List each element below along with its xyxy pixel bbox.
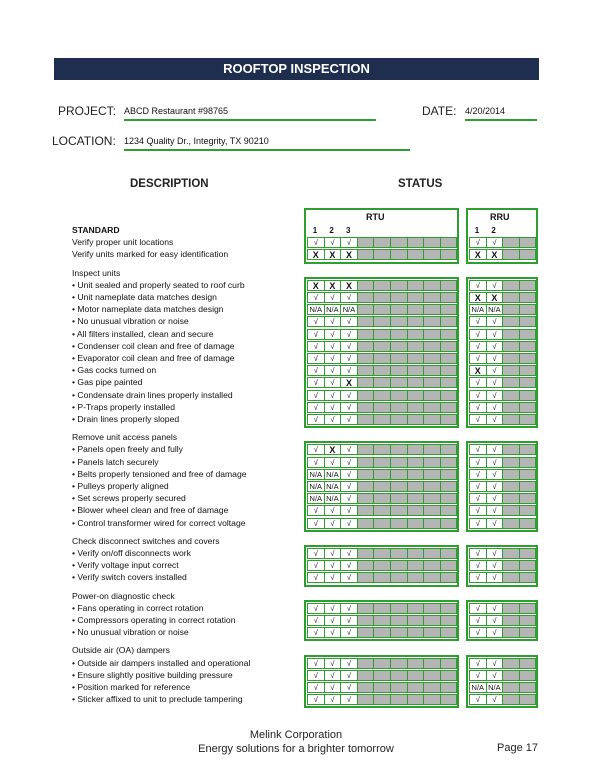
rtu-cell: √: [307, 353, 325, 364]
rtu-status-box: [304, 208, 459, 264]
rru-cell: √: [486, 329, 504, 340]
rtu-cell: √: [324, 341, 342, 352]
rtu-cell: √: [340, 353, 358, 364]
location-label: LOCATION:: [52, 134, 116, 148]
rtu-cell: √: [307, 682, 325, 693]
rru-cell: √: [469, 603, 487, 614]
rru-cell: √: [469, 670, 487, 681]
section-title: Check disconnect switches and covers: [72, 535, 220, 546]
rtu-cell: √: [307, 670, 325, 681]
rru-cell: √: [469, 518, 487, 529]
rru-cell: √: [486, 572, 504, 583]
row-label: Verify proper unit locations: [72, 237, 174, 248]
rtu-cell: √: [307, 365, 325, 376]
rtu-cell: √: [340, 365, 358, 376]
rtu-cell: √: [324, 560, 342, 571]
rru-cell: √: [486, 493, 504, 504]
rru-cell: X: [469, 365, 487, 376]
rtu-cell: X: [324, 444, 342, 455]
rru-cell: X: [486, 292, 504, 303]
rru-cell: √: [486, 658, 504, 669]
rtu-cell: √: [307, 658, 325, 669]
rtu-cell: √: [324, 457, 342, 468]
rtu-cell: N/A: [340, 304, 358, 315]
rtu-cell: √: [340, 505, 358, 516]
page-number: Page 17: [497, 742, 538, 754]
section-title: STANDARD: [72, 225, 120, 235]
rtu-cell: √: [340, 560, 358, 571]
rru-status-box: [466, 655, 538, 709]
rtu-cell: √: [340, 518, 358, 529]
rtu-cell: √: [307, 292, 325, 303]
rtu-cell: √: [307, 548, 325, 559]
rru-cell: N/A: [469, 682, 487, 693]
rru-unit-number: 2: [491, 226, 496, 235]
rru-cell: √: [486, 341, 504, 352]
row-label: • Blower wheel clean and free of damage: [72, 505, 229, 516]
row-label: • Control transformer wired for correct voltage: [72, 517, 246, 528]
rru-cell: √: [469, 658, 487, 669]
rru-cell: √: [469, 390, 487, 401]
rtu-cell: X: [340, 377, 358, 388]
rtu-cell: √: [324, 237, 342, 248]
rru-cell: √: [469, 481, 487, 492]
rtu-cell: √: [324, 329, 342, 340]
rtu-cell: √: [324, 548, 342, 559]
rtu-cell: √: [340, 481, 358, 492]
row-label: • Verify switch covers installed: [72, 572, 187, 583]
date-label: DATE:: [422, 104, 457, 118]
rtu-cell: N/A: [307, 493, 325, 504]
rtu-unit-number: 3: [345, 226, 351, 235]
rru-cell: √: [486, 469, 504, 480]
row-label: • Panels latch securely: [72, 456, 159, 467]
rru-cell: X: [469, 249, 487, 260]
rtu-cell: √: [307, 627, 325, 638]
rtu-status-box: [304, 600, 459, 642]
rtu-cell: √: [340, 414, 358, 425]
row-label: • Fans operating in correct rotation: [72, 602, 204, 613]
rru-cell: √: [486, 615, 504, 626]
rru-cell: X: [486, 249, 504, 260]
rtu-unit-number: 2: [329, 226, 334, 235]
status-header: STATUS: [398, 178, 443, 190]
rtu-cell: √: [340, 548, 358, 559]
rtu-cell: N/A: [324, 304, 342, 315]
rru-cell: √: [469, 493, 487, 504]
rru-cell: √: [486, 457, 504, 468]
rtu-unit-number: 1: [312, 226, 318, 235]
rru-cell: √: [486, 481, 504, 492]
rru-cell: √: [486, 377, 504, 388]
row-label: • P-Traps properly installed: [72, 401, 175, 412]
rtu-cell: √: [307, 237, 325, 248]
row-label: • Ensure slightly positive building pressure: [72, 669, 233, 680]
rtu-cell: X: [307, 280, 325, 291]
rtu-cell: √: [324, 670, 342, 681]
rru-cell: √: [486, 402, 504, 413]
rru-cell: N/A: [486, 304, 504, 315]
rtu-cell: √: [324, 402, 342, 413]
rru-cell: √: [469, 560, 487, 571]
rtu-title: RTU: [366, 212, 385, 222]
rru-cell: √: [469, 627, 487, 638]
rtu-cell: √: [340, 329, 358, 340]
rtu-cell: N/A: [307, 304, 325, 315]
rru-cell: √: [469, 414, 487, 425]
rru-status-box: [466, 545, 538, 587]
rtu-cell: √: [307, 316, 325, 327]
rru-cell: N/A: [486, 682, 504, 693]
rru-cell: √: [469, 444, 487, 455]
rru-cell: √: [469, 377, 487, 388]
rtu-cell: √: [307, 377, 325, 388]
rru-cell: √: [486, 627, 504, 638]
date-value: 4/20/2014: [465, 106, 537, 121]
rtu-cell: X: [307, 249, 325, 260]
row-label: Verify units marked for easy identification: [72, 249, 229, 260]
rtu-cell: √: [340, 341, 358, 352]
rtu-cell: √: [324, 353, 342, 364]
row-label: • Sticker affixed to unit to preclude tampering: [72, 694, 243, 705]
rtu-cell: √: [307, 518, 325, 529]
row-label: • Outside air dampers installed and operational: [72, 657, 251, 668]
rtu-cell: X: [340, 280, 358, 291]
rtu-cell: √: [324, 658, 342, 669]
rtu-cell: √: [324, 365, 342, 376]
rru-cell: √: [469, 237, 487, 248]
rtu-cell: N/A: [324, 469, 342, 480]
rru-status-box: [466, 208, 538, 264]
section-title: Inspect units: [72, 267, 121, 278]
rtu-cell: √: [340, 694, 358, 705]
rru-cell: √: [486, 560, 504, 571]
section-title: Remove unit access panels: [72, 432, 178, 443]
rtu-cell: √: [324, 414, 342, 425]
rru-cell: √: [469, 694, 487, 705]
rru-cell: √: [486, 444, 504, 455]
rtu-cell: √: [324, 292, 342, 303]
rtu-cell: √: [324, 377, 342, 388]
rtu-cell: √: [340, 390, 358, 401]
row-label: • Unit nameplate data matches design: [72, 292, 217, 302]
rtu-cell: √: [340, 292, 358, 303]
rtu-cell: √: [324, 682, 342, 693]
row-label: • Belts properly tensioned and free of damage: [72, 468, 247, 479]
rtu-cell: √: [324, 518, 342, 529]
row-label: • All filters installed, clean and secure: [72, 328, 214, 339]
rtu-cell: √: [340, 237, 358, 248]
rtu-cell: √: [307, 444, 325, 455]
rtu-cell: √: [340, 444, 358, 455]
rru-status-box: [466, 600, 538, 642]
rtu-cell: √: [307, 505, 325, 516]
rtu-status-box: [304, 441, 459, 531]
rtu-cell: √: [307, 402, 325, 413]
row-label: • Set screws properly secured: [72, 493, 186, 504]
rru-cell: √: [486, 353, 504, 364]
row-label: • Motor nameplate data matches design: [72, 304, 224, 315]
rtu-cell: √: [307, 560, 325, 571]
row-label: • Gas pipe painted: [72, 377, 143, 388]
page-title: ROOFTOP INSPECTION: [54, 58, 539, 80]
rru-cell: √: [486, 694, 504, 705]
row-label: • Pulleys properly aligned: [72, 481, 169, 491]
rru-cell: √: [469, 329, 487, 340]
rru-cell: √: [486, 670, 504, 681]
rtu-cell: √: [340, 469, 358, 480]
rru-cell: √: [486, 365, 504, 376]
rru-unit-number: 1: [474, 226, 480, 235]
footer-company: Melink Corporation: [249, 729, 343, 741]
row-label: • No unusual vibration or noise: [72, 627, 189, 638]
section-title: Outside air (OA) dampers: [72, 645, 170, 656]
rtu-status-box: [304, 545, 459, 587]
rru-cell: √: [486, 237, 504, 248]
rtu-cell: √: [340, 658, 358, 669]
rtu-cell: √: [307, 457, 325, 468]
row-label: • Verify voltage input correct: [72, 560, 179, 571]
row-label: • Condenser coil clean and free of damage: [72, 340, 235, 351]
rtu-cell: √: [324, 694, 342, 705]
rtu-cell: N/A: [307, 469, 325, 480]
row-label: • Drain lines properly sloped: [72, 414, 180, 424]
rtu-cell: √: [324, 627, 342, 638]
rtu-cell: √: [324, 390, 342, 401]
rru-status-box: [466, 441, 538, 531]
rru-cell: √: [486, 390, 504, 401]
rru-cell: √: [486, 548, 504, 559]
rtu-cell: √: [324, 603, 342, 614]
rtu-cell: √: [340, 627, 358, 638]
rtu-cell: √: [307, 572, 325, 583]
rru-status-box: [466, 277, 538, 428]
rtu-cell: √: [307, 329, 325, 340]
rru-title: RRU: [490, 212, 510, 222]
rru-cell: √: [486, 603, 504, 614]
rru-cell: √: [469, 402, 487, 413]
row-label: • Gas cocks turned on: [72, 365, 157, 376]
row-label: • Condensate drain lines properly installed: [72, 389, 233, 400]
rtu-cell: √: [307, 414, 325, 425]
rtu-cell: √: [307, 694, 325, 705]
rtu-cell: √: [340, 402, 358, 413]
project-label: PROJECT:: [58, 104, 117, 118]
rtu-cell: √: [324, 572, 342, 583]
rru-cell: √: [469, 341, 487, 352]
footer-tagline: Energy solutions for a brighter tomorrow: [198, 743, 394, 755]
description-header: DESCRIPTION: [130, 178, 209, 190]
rtu-cell: X: [324, 249, 342, 260]
rtu-cell: √: [324, 505, 342, 516]
section-title: Power-on diagnostic check: [72, 590, 175, 601]
rru-cell: √: [469, 469, 487, 480]
rtu-cell: √: [324, 615, 342, 626]
row-label: • Compressors operating in correct rotation: [72, 615, 236, 625]
rru-cell: N/A: [469, 304, 487, 315]
rru-cell: √: [469, 572, 487, 583]
row-label: • No unusual vibration or noise: [72, 316, 189, 327]
rru-cell: √: [469, 457, 487, 468]
rru-cell: √: [469, 280, 487, 291]
row-label: • Panels open freely and fully: [72, 444, 183, 455]
rru-cell: √: [469, 353, 487, 364]
rru-cell: √: [486, 280, 504, 291]
rtu-cell: √: [340, 572, 358, 583]
rtu-cell: X: [340, 249, 358, 260]
rtu-cell: √: [307, 603, 325, 614]
rtu-cell: √: [340, 603, 358, 614]
rru-cell: √: [486, 505, 504, 516]
rtu-cell: √: [340, 615, 358, 626]
rru-cell: √: [469, 615, 487, 626]
rtu-status-box: [304, 655, 459, 709]
rtu-cell: √: [340, 493, 358, 504]
project-value: ABCD Restaurant #98765: [124, 106, 376, 121]
rtu-cell: √: [340, 457, 358, 468]
row-label: • Verify on/off disconnects work: [72, 548, 191, 558]
rru-cell: √: [469, 316, 487, 327]
rtu-status-box: [304, 277, 459, 428]
location-value: 1234 Quality Dr., Integrity, TX 90210: [124, 136, 410, 151]
row-label: • Evaporator coil clean and free of damage: [72, 353, 235, 363]
rtu-cell: √: [340, 682, 358, 693]
rtu-cell: N/A: [324, 481, 342, 492]
rru-cell: √: [469, 548, 487, 559]
row-label: • Unit sealed and properly seated to roof curb: [72, 279, 245, 290]
rtu-cell: X: [324, 280, 342, 291]
rtu-cell: √: [340, 670, 358, 681]
rtu-cell: √: [307, 390, 325, 401]
rru-cell: √: [486, 316, 504, 327]
rru-cell: √: [469, 505, 487, 516]
row-label: • Position marked for reference: [72, 682, 191, 692]
rru-cell: X: [469, 292, 487, 303]
rtu-cell: N/A: [324, 493, 342, 504]
rru-cell: √: [486, 518, 504, 529]
rru-cell: √: [486, 414, 504, 425]
rtu-cell: √: [307, 615, 325, 626]
rtu-cell: N/A: [307, 481, 325, 492]
rtu-cell: √: [324, 316, 342, 327]
rtu-cell: √: [340, 316, 358, 327]
rtu-cell: √: [307, 341, 325, 352]
